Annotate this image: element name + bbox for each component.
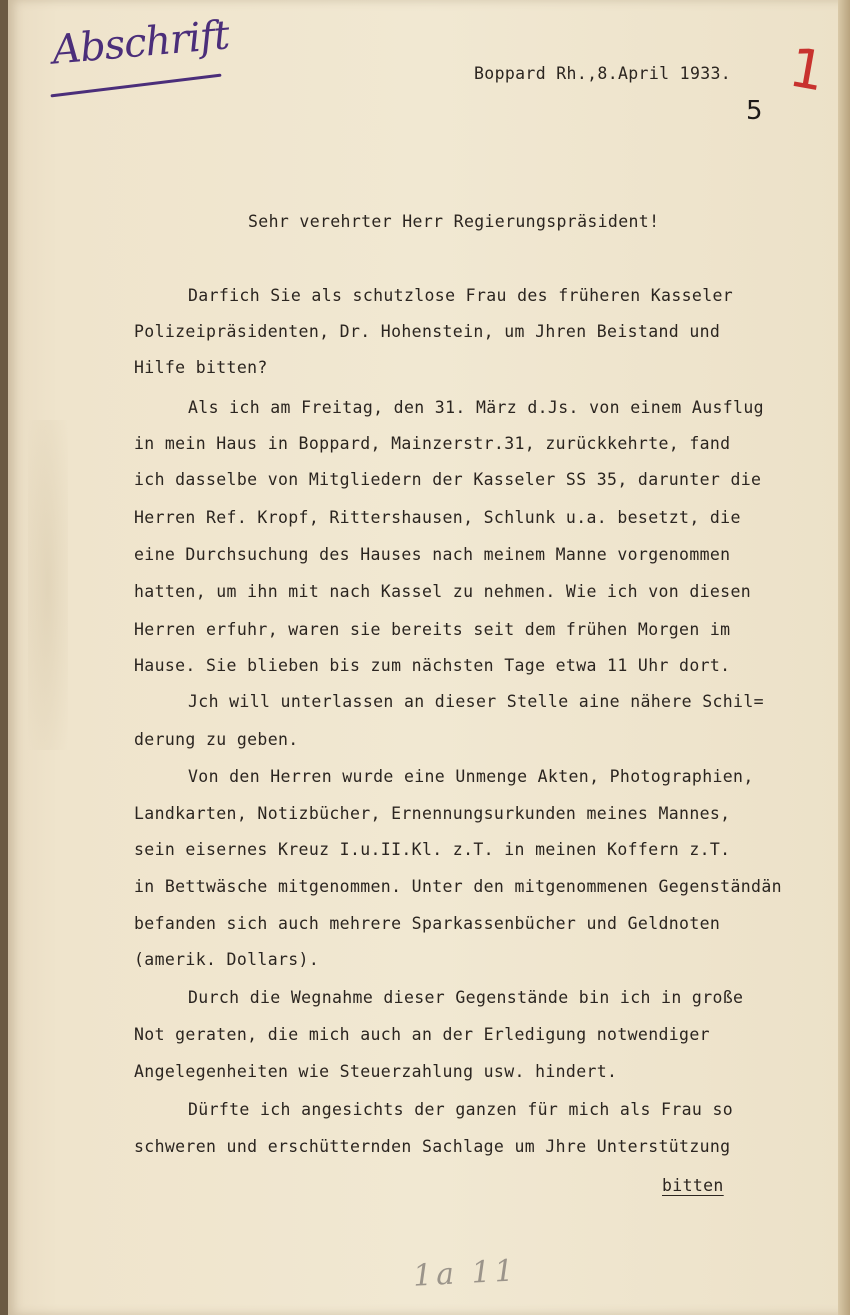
body-line: derung zu geben.	[134, 730, 299, 749]
handwritten-mark: Abschrift	[50, 12, 231, 74]
catchword: bitten	[662, 1176, 724, 1195]
body-line: Angelegenheiten wie Steuerzahlung usw. hindert.	[134, 1062, 618, 1081]
body-line: in mein Haus in Boppard, Mainzerstr.31, zurückkehrte, fand	[134, 434, 731, 453]
body-line: Darfich Sie als schutzlose Frau des früheren Kasseler	[188, 286, 734, 305]
body-line: Herren erfuhr, waren sie bereits seit dem frühen Morgen im	[134, 620, 731, 639]
body-line: Polizeipräsidenten, Dr. Hohenstein, um Jhren Beistand und	[134, 322, 721, 341]
place-date: Boppard Rh.,8.April 1933.	[474, 64, 732, 83]
paper-edge	[838, 0, 850, 1315]
body-line: Not geraten, die mich auch an der Erledigung notwendiger	[134, 1025, 710, 1044]
body-line: ich dasselbe von Mitgliedern der Kasseler SS 35, darunter die	[134, 470, 762, 489]
body-line: Hause. Sie blieben bis zum nächsten Tage etwa 11 Uhr dort.	[134, 656, 731, 675]
body-line: Durch die Wegnahme dieser Gegenstände bin ich in große	[188, 988, 744, 1007]
body-line: Von den Herren wurde eine Unmenge Akten, Photographien,	[188, 767, 754, 786]
body-line: in Bettwäsche mitgenommen. Unter den mitgenommenen Gegenständän	[134, 877, 782, 896]
body-line: eine Durchsuchung des Hauses nach meinem Manne vorgenommen	[134, 545, 731, 564]
body-line: schweren und erschütternden Sachlage um Jhre Unterstützung	[134, 1137, 731, 1156]
body-line: hatten, um ihn mit nach Kassel zu nehmen. Wie ich von diesen	[134, 582, 752, 601]
pencil-reference: 1a 11	[412, 1253, 519, 1294]
handwritten-underline	[50, 74, 221, 98]
page-number: 5	[746, 96, 763, 126]
body-line: Herren Ref. Kropf, Rittershausen, Schlunk u.a. besetzt, die	[134, 508, 741, 527]
body-line: Dürfte ich angesichts der ganzen für mich als Frau so	[188, 1100, 734, 1119]
document-page	[8, 0, 850, 1315]
body-line: Als ich am Freitag, den 31. März d.Js. von einem Ausflug	[188, 398, 764, 417]
salutation: Sehr verehrter Herr Regierungspräsident!	[248, 212, 660, 231]
red-folio-number: 1	[784, 35, 830, 104]
body-line: Landkarten, Notizbücher, Ernennungsurkunden meines Mannes,	[134, 804, 731, 823]
body-line: befanden sich auch mehrere Sparkassenbücher und Geldnoten	[134, 914, 721, 933]
paper-stain	[28, 420, 68, 750]
body-line: sein eisernes Kreuz I.u.II.Kl. z.T. in meinen Koffern z.T.	[134, 840, 731, 859]
body-line: Hilfe bitten?	[134, 358, 268, 377]
body-line: Jch will unterlassen an dieser Stelle aine nähere Schil=	[188, 692, 764, 711]
body-line: (amerik. Dollars).	[134, 950, 320, 969]
